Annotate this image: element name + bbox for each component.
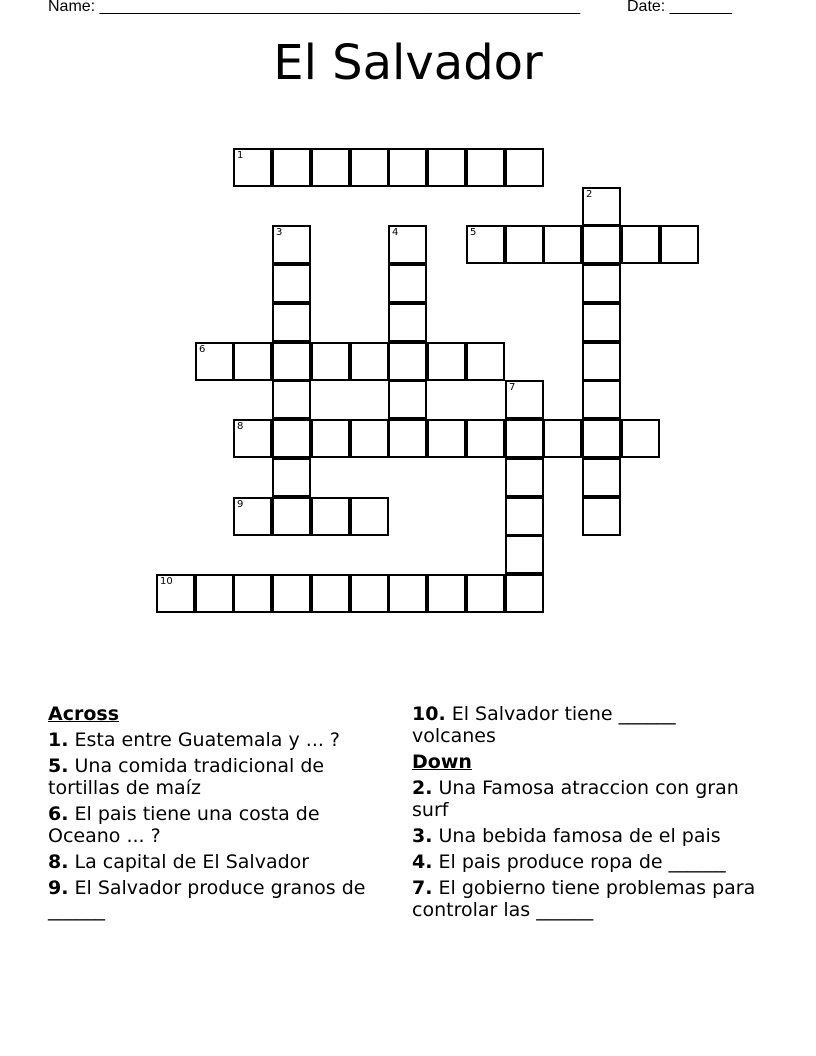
clue-number: 3.	[412, 825, 433, 847]
clue-number: 10.	[412, 703, 446, 725]
crossword-cell[interactable]	[543, 419, 582, 458]
crossword-cell[interactable]	[195, 342, 234, 381]
crossword-cell[interactable]	[582, 419, 621, 458]
crossword-cell[interactable]	[582, 458, 621, 497]
clue-across-9	[48, 877, 393, 921]
clues-left-column	[48, 703, 393, 925]
clue-number-label: 5	[470, 227, 477, 238]
crossword-cell[interactable]	[505, 458, 544, 497]
crossword-cell[interactable]	[582, 225, 621, 264]
crossword-cell[interactable]	[272, 458, 311, 497]
across-heading: Across	[48, 703, 120, 725]
clue-number-label: 2	[586, 189, 593, 200]
clue-number: 5.	[48, 755, 69, 777]
clue-text: Esta entre Guatemala y ... ?	[68, 729, 341, 751]
clue-down-2	[412, 777, 757, 821]
clue-across-5	[48, 755, 393, 799]
clue-number: 2.	[412, 777, 433, 799]
date-field: Date: _______	[627, 0, 732, 15]
crossword-cell[interactable]	[388, 148, 427, 187]
crossword-cell[interactable]	[272, 303, 311, 342]
clue-text: El Salvador tiene ______ volcanes	[412, 703, 676, 747]
clue-number: 9.	[48, 877, 69, 899]
clue-text: El pais tiene una costa de Oceano ... ?	[48, 803, 320, 847]
clue-text: Una Famosa atraccion con gran surf	[412, 777, 739, 821]
crossword-cell[interactable]	[621, 419, 660, 458]
crossword-cell[interactable]	[388, 342, 427, 381]
down-heading: Down	[412, 751, 472, 773]
crossword-cell[interactable]	[543, 225, 582, 264]
clues-right-column	[412, 703, 757, 925]
crossword-cell[interactable]	[233, 342, 272, 381]
crossword-cell[interactable]	[272, 264, 311, 303]
clue-text: El gobierno tiene problemas para controlar las ______	[412, 877, 756, 921]
crossword-cell[interactable]	[350, 148, 389, 187]
crossword-cell[interactable]	[233, 148, 272, 187]
crossword-cell[interactable]	[505, 497, 544, 536]
crossword-cell[interactable]	[350, 497, 389, 536]
crossword-cell[interactable]	[388, 303, 427, 342]
clue-number: 7.	[412, 877, 433, 899]
clue-text: La capital de El Salvador	[68, 851, 310, 873]
crossword-cell[interactable]	[582, 342, 621, 381]
crossword-cell[interactable]	[272, 419, 311, 458]
crossword-cell[interactable]	[466, 342, 505, 381]
clue-number: 4.	[412, 851, 433, 873]
clue-number: 1.	[48, 729, 69, 751]
clue-number-label: 8	[237, 421, 244, 432]
crossword-cell[interactable]	[311, 419, 350, 458]
crossword-cell[interactable]	[350, 342, 389, 381]
crossword-cell[interactable]	[233, 497, 272, 536]
clue-number-label: 6	[199, 344, 206, 355]
crossword-cell[interactable]	[582, 303, 621, 342]
crossword-cell[interactable]	[311, 148, 350, 187]
crossword-cell[interactable]	[388, 419, 427, 458]
clue-text: Una bebida famosa de el pais	[432, 825, 721, 847]
clue-number-label: 1	[237, 150, 244, 161]
crossword-cell[interactable]	[388, 264, 427, 303]
crossword-cell[interactable]	[388, 380, 427, 419]
crossword-cell[interactable]	[350, 419, 389, 458]
crossword-cell[interactable]	[272, 497, 311, 536]
crossword-cell[interactable]	[466, 148, 505, 187]
crossword-cell[interactable]	[505, 419, 544, 458]
crossword-cell[interactable]	[582, 497, 621, 536]
crossword-cell[interactable]	[272, 380, 311, 419]
name-field: Name: ______________________________________________________	[48, 0, 581, 15]
crossword-cell[interactable]	[388, 574, 427, 613]
crossword-cell[interactable]	[466, 419, 505, 458]
crossword-cell[interactable]	[311, 497, 350, 536]
clue-number-label: 10	[160, 576, 173, 587]
puzzle-title: El Salvador	[273, 35, 543, 91]
crossword-cell[interactable]	[311, 342, 350, 381]
crossword-cell[interactable]	[272, 342, 311, 381]
crossword-cell[interactable]	[233, 574, 272, 613]
crossword-cell[interactable]	[272, 148, 311, 187]
clue-down-4	[412, 851, 757, 873]
crossword-cell[interactable]	[582, 380, 621, 419]
crossword-cell[interactable]	[233, 419, 272, 458]
crossword-cell[interactable]	[466, 574, 505, 613]
crossword-cell[interactable]	[427, 148, 466, 187]
clue-number-label: 7	[509, 382, 516, 393]
crossword-cell[interactable]	[505, 380, 544, 419]
clue-number: 8.	[48, 851, 69, 873]
crossword-cell[interactable]	[582, 264, 621, 303]
crossword-cell[interactable]	[427, 419, 466, 458]
crossword-cell[interactable]	[427, 342, 466, 381]
clue-number-label: 9	[237, 499, 244, 510]
crossword-cell[interactable]	[388, 225, 427, 264]
clue-across-8	[48, 851, 393, 873]
clue-across-1	[48, 729, 393, 751]
crossword-cell[interactable]	[505, 148, 544, 187]
crossword-cell[interactable]	[621, 225, 660, 264]
crossword-cell[interactable]	[272, 225, 311, 264]
crossword-cell[interactable]	[427, 574, 466, 613]
crossword-cell[interactable]	[505, 225, 544, 264]
clue-down-3	[412, 825, 757, 847]
clue-text: Una comida tradicional de tortillas de maíz	[48, 755, 325, 799]
crossword-cell[interactable]	[505, 535, 544, 574]
clue-text: El Salvador produce granos de ______	[48, 877, 366, 921]
clue-number: 6.	[48, 803, 69, 825]
crossword-cell[interactable]	[582, 187, 621, 226]
crossword-cell[interactable]	[350, 574, 389, 613]
crossword-cell[interactable]	[660, 225, 699, 264]
clue-number-label: 4	[392, 227, 399, 238]
clue-number-label: 3	[276, 227, 283, 238]
clue-text: El pais produce ropa de ______	[432, 851, 726, 873]
crossword-cell[interactable]	[156, 574, 195, 613]
clue-down-7	[412, 877, 757, 921]
clue-across-6	[48, 803, 393, 847]
crossword-cell[interactable]	[272, 574, 311, 613]
clue-across-10	[412, 703, 757, 747]
crossword-cell[interactable]	[195, 574, 234, 613]
crossword-cell[interactable]	[311, 574, 350, 613]
crossword-cell[interactable]	[466, 225, 505, 264]
crossword-cell[interactable]	[505, 574, 544, 613]
